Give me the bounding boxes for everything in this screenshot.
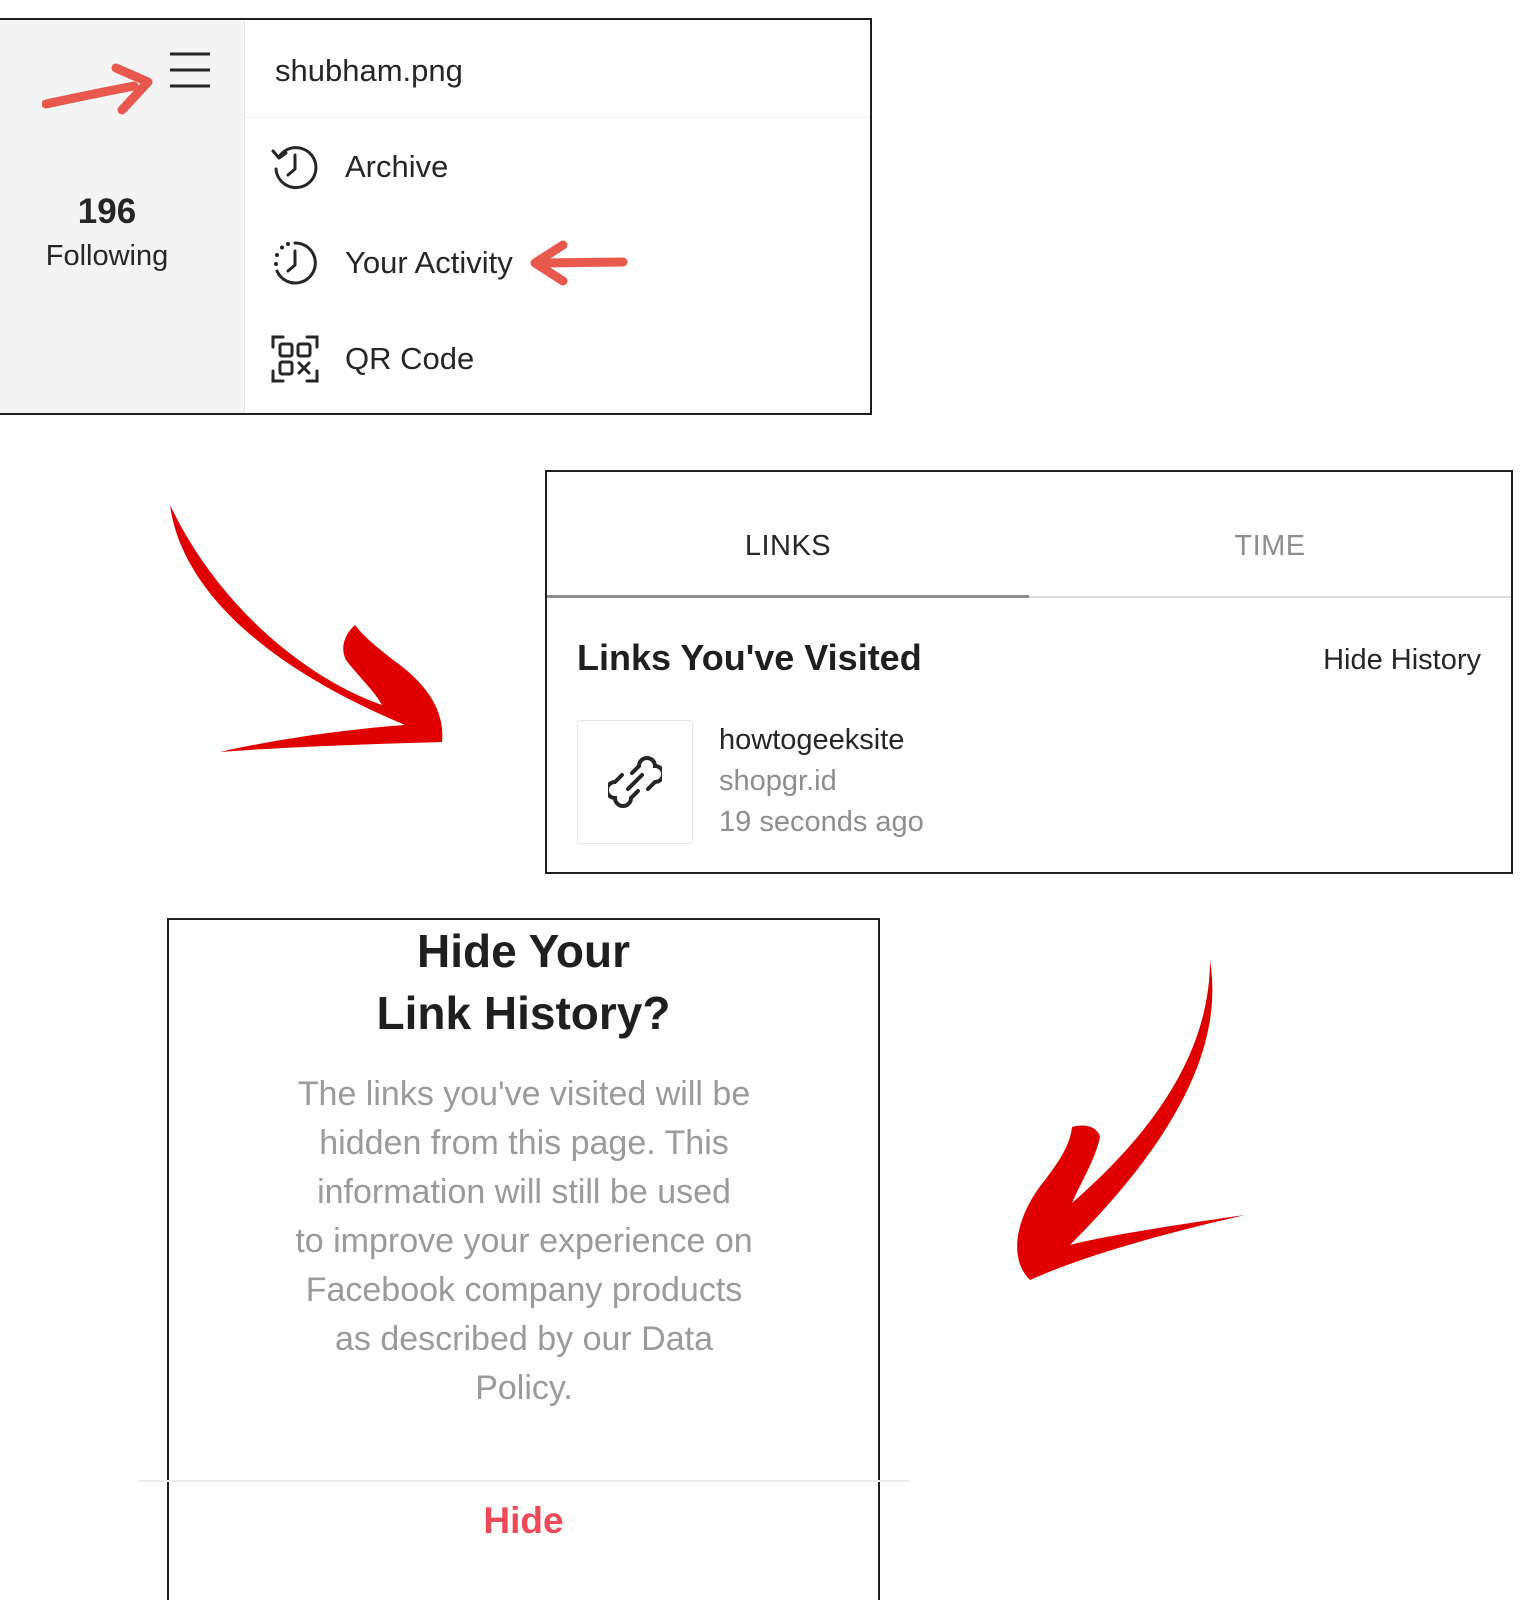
hamburger-menu-icon[interactable]	[168, 50, 212, 90]
menu-item-qr-code[interactable]	[267, 329, 474, 389]
menu-label-archive: Archive	[345, 149, 449, 184]
dialog-body-line: Facebook company products	[305, 1271, 743, 1309]
qr-code-icon	[267, 331, 323, 387]
link-title[interactable]: howtogeeksite	[719, 724, 905, 756]
activity-links-panel	[545, 470, 1513, 874]
section-title: Links You've Visited	[577, 637, 922, 678]
dialog-title-line-2: Link History?	[376, 987, 671, 1039]
activity-icon	[267, 235, 323, 291]
dialog-body-line: The links you've visited will be	[297, 1075, 751, 1113]
following-count[interactable]: 196	[77, 192, 137, 231]
link-timestamp: 19 seconds ago	[719, 806, 924, 838]
profile-stats-column	[0, 20, 245, 413]
menu-item-archive[interactable]	[267, 137, 448, 197]
dialog-body-line: as described by our Data	[335, 1320, 713, 1358]
link-icon	[608, 755, 662, 809]
big-arrow-down-right-icon	[160, 500, 460, 780]
dialog-title	[169, 920, 878, 1044]
tab-active-indicator	[547, 595, 1029, 598]
hide-confirm-button[interactable]: Hide	[483, 1500, 564, 1541]
archive-icon	[267, 139, 323, 195]
menu-label-your-activity: Your Activity	[345, 245, 513, 280]
following-label[interactable]: Following	[45, 240, 169, 272]
dialog-body	[219, 1070, 829, 1413]
menu-column	[245, 20, 870, 413]
dialog-body-line: hidden from this page. This	[319, 1124, 729, 1162]
dialog-divider	[139, 1480, 909, 1482]
big-arrow-down-left-icon	[1000, 955, 1260, 1305]
hide-history-dialog	[167, 918, 880, 1600]
dialog-title-line-1: Hide Your	[417, 925, 630, 977]
link-domain: shopgr.id	[719, 765, 837, 797]
tab-time[interactable]: TIME	[1234, 530, 1306, 562]
dialog-body-line: Policy.	[475, 1369, 573, 1407]
profile-username: shubham.png	[245, 20, 870, 118]
link-thumbnail[interactable]	[577, 720, 693, 844]
hide-history-button[interactable]: Hide History	[1323, 644, 1481, 676]
menu-item-your-activity[interactable]	[267, 233, 631, 293]
menu-label-qr-code: QR Code	[345, 341, 475, 376]
annotation-arrow-right-icon	[42, 60, 154, 120]
dialog-body-line: to improve your experience on	[295, 1222, 753, 1260]
dialog-body-line: information will still be used	[317, 1173, 731, 1211]
annotation-arrow-left-icon	[527, 240, 631, 286]
tab-links[interactable]: LINKS	[744, 530, 832, 562]
profile-menu-panel	[0, 18, 872, 415]
